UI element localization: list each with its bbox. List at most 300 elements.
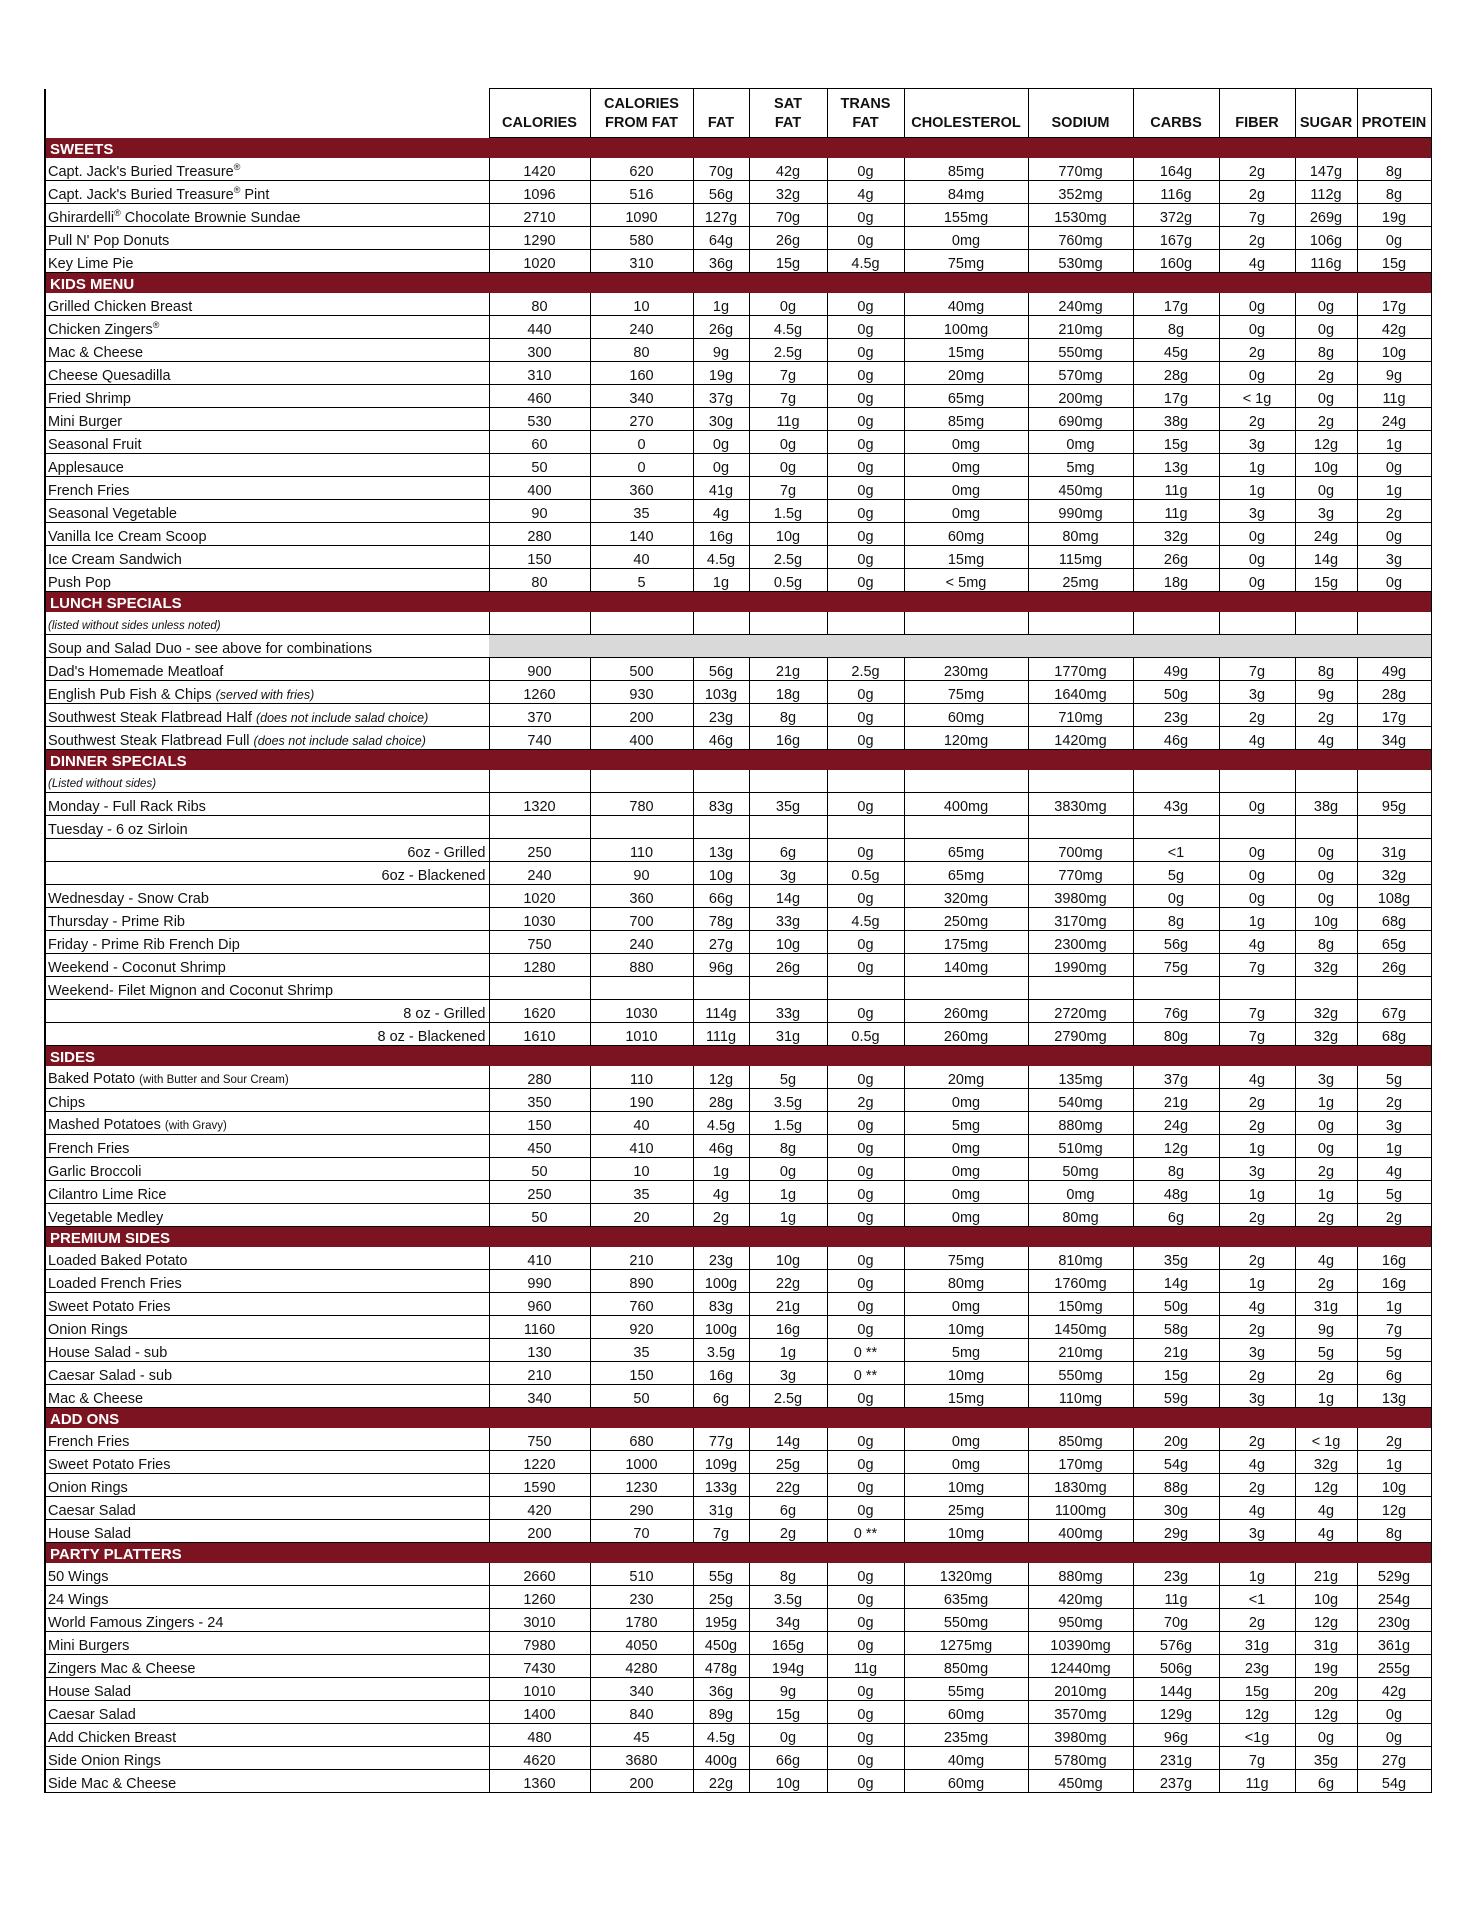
fat-cell — [693, 816, 749, 839]
cholesterol-cell — [904, 977, 1028, 1000]
protein-cell: 26g — [1357, 954, 1431, 977]
table-row — [45, 385, 1431, 408]
carbs-cell: 48g — [1133, 1181, 1219, 1204]
item-name-text: Caesar Salad — [48, 1707, 136, 1723]
sat-fat-cell: 22g — [749, 1474, 827, 1497]
calories-cell: 200 — [489, 1520, 590, 1543]
carbs-cell: 8g — [1133, 316, 1219, 339]
cholesterol-cell: 65mg — [904, 862, 1028, 885]
item-name-text: 6oz - Grilled — [407, 845, 486, 861]
sat-fat-cell: 3.5g — [749, 1586, 827, 1609]
protein-cell: 16g — [1357, 1247, 1431, 1270]
calories-cell: 1260 — [489, 681, 590, 704]
table-row — [45, 1181, 1431, 1204]
trans-fat-cell: 0g — [827, 1204, 904, 1227]
sugar-cell: 10g — [1295, 908, 1357, 931]
sat-fat-cell: 26g — [749, 227, 827, 250]
fiber-cell: 7g — [1219, 658, 1295, 681]
fiber-cell: 4g — [1219, 727, 1295, 750]
calories-from-fat-cell: 400 — [590, 727, 693, 750]
trans-fat-cell: 0g — [827, 362, 904, 385]
item-name — [45, 1770, 489, 1793]
sat-fat-cell: 31g — [749, 1023, 827, 1046]
protein-cell: 13g — [1357, 1385, 1431, 1408]
fat-cell: 12g — [693, 1066, 749, 1089]
item-name — [45, 681, 489, 704]
sat-fat-cell: 70g — [749, 204, 827, 227]
fiber-cell: 0g — [1219, 885, 1295, 908]
item-name-text: Garlic Broccoli — [48, 1164, 142, 1180]
sodium-cell: 210mg — [1028, 316, 1133, 339]
item-name — [45, 1451, 489, 1474]
trans-fat-cell: 0g — [827, 1724, 904, 1747]
carbs-cell: 54g — [1133, 1451, 1219, 1474]
fiber-cell: 2g — [1219, 181, 1295, 204]
table-row — [45, 658, 1431, 681]
carbs-cell: 29g — [1133, 1520, 1219, 1543]
sugar-cell: 4g — [1295, 1520, 1357, 1543]
item-name — [45, 1520, 489, 1543]
cholesterol-cell: 140mg — [904, 954, 1028, 977]
fiber-cell: 3g — [1219, 1385, 1295, 1408]
protein-cell: 1g — [1357, 1135, 1431, 1158]
empty-cell — [693, 612, 749, 635]
table-body — [45, 138, 1431, 1793]
protein-cell: 31g — [1357, 839, 1431, 862]
header-sugar: SUGAR — [1295, 89, 1357, 138]
sodium-cell: 10390mg — [1028, 1632, 1133, 1655]
trans-fat-cell: 0g — [827, 1112, 904, 1135]
fiber-cell: 2g — [1219, 1428, 1295, 1451]
protein-cell: 17g — [1357, 704, 1431, 727]
empty-cell — [904, 612, 1028, 635]
table-row — [45, 1451, 1431, 1474]
fiber-cell: <1g — [1219, 1724, 1295, 1747]
calories-cell: 1260 — [489, 1586, 590, 1609]
protein-cell: 12g — [1357, 1497, 1431, 1520]
sat-fat-cell: 25g — [749, 1451, 827, 1474]
table-row — [45, 500, 1431, 523]
sodium-cell: 2790mg — [1028, 1023, 1133, 1046]
sat-fat-cell: 0.5g — [749, 569, 827, 592]
cholesterol-cell: 550mg — [904, 1609, 1028, 1632]
table-row — [45, 954, 1431, 977]
sat-fat-cell — [749, 816, 827, 839]
item-name-text: Add Chicken Breast — [48, 1730, 177, 1746]
fiber-cell: 2g — [1219, 1316, 1295, 1339]
section-note: (listed without sides unless noted) — [45, 612, 489, 635]
sugar-cell: 0g — [1295, 1135, 1357, 1158]
carbs-cell: 17g — [1133, 293, 1219, 316]
sodium-cell: 450mg — [1028, 1770, 1133, 1793]
item-name — [45, 1112, 489, 1135]
calories-from-fat-cell: 140 — [590, 523, 693, 546]
table-row — [45, 431, 1431, 454]
sugar-cell: 10g — [1295, 454, 1357, 477]
sat-fat-cell: 15g — [749, 250, 827, 273]
carbs-cell: 50g — [1133, 681, 1219, 704]
fiber-cell: 0g — [1219, 362, 1295, 385]
cholesterol-cell: 155mg — [904, 204, 1028, 227]
cholesterol-cell: 60mg — [904, 704, 1028, 727]
carbs-cell: 129g — [1133, 1701, 1219, 1724]
calories-from-fat-cell: 210 — [590, 1247, 693, 1270]
duo-label: Soup and Salad Duo - see above for combinations — [45, 635, 489, 658]
fiber-cell: 0g — [1219, 793, 1295, 816]
item-name-text: Fried Shrimp — [48, 391, 131, 407]
sat-fat-cell: 2.5g — [749, 546, 827, 569]
protein-cell: 49g — [1357, 658, 1431, 681]
fat-cell: 4g — [693, 1181, 749, 1204]
empty-cell — [693, 770, 749, 793]
table-row — [45, 546, 1431, 569]
sat-fat-cell: 14g — [749, 1428, 827, 1451]
sodium-cell: 1770mg — [1028, 658, 1133, 681]
calories-from-fat-cell: 35 — [590, 1181, 693, 1204]
carbs-cell: 12g — [1133, 1135, 1219, 1158]
protein-cell: 2g — [1357, 500, 1431, 523]
protein-cell: 8g — [1357, 158, 1431, 181]
item-name-text: 8 oz - Blackened — [377, 1029, 486, 1045]
sugar-cell: 14g — [1295, 546, 1357, 569]
carbs-cell: 231g — [1133, 1747, 1219, 1770]
calories-from-fat-cell: 360 — [590, 885, 693, 908]
calories-from-fat-cell: 240 — [590, 316, 693, 339]
sugar-cell: 12g — [1295, 1474, 1357, 1497]
section-title: LUNCH SPECIALS — [45, 592, 1431, 613]
protein-cell: 68g — [1357, 1023, 1431, 1046]
carbs-cell: 21g — [1133, 1089, 1219, 1112]
calories-from-fat-cell: 35 — [590, 500, 693, 523]
calories-from-fat-cell: 580 — [590, 227, 693, 250]
item-name-text: Tuesday - 6 oz Sirloin — [48, 822, 188, 838]
calories-from-fat-cell: 516 — [590, 181, 693, 204]
table-row — [45, 1112, 1431, 1135]
fiber-cell: 4g — [1219, 931, 1295, 954]
sat-fat-cell: 2.5g — [749, 1385, 827, 1408]
item-name — [45, 1362, 489, 1385]
trans-fat-cell: 0g — [827, 1000, 904, 1023]
item-name-text: Southwest Steak Flatbread Full — [48, 733, 250, 749]
sugar-cell: 0g — [1295, 839, 1357, 862]
fiber-cell: 3g — [1219, 1339, 1295, 1362]
fat-cell: 83g — [693, 793, 749, 816]
item-name-text: Vegetable Medley — [48, 1210, 164, 1226]
empty-cell — [590, 612, 693, 635]
carbs-cell: 167g — [1133, 227, 1219, 250]
item-name-text: Sweet Potato Fries — [48, 1457, 171, 1473]
carbs-cell: 37g — [1133, 1066, 1219, 1089]
header-trans-fat: TRANS FAT — [827, 89, 904, 138]
calories-cell: 80 — [489, 293, 590, 316]
calories-from-fat-cell: 930 — [590, 681, 693, 704]
table-row — [45, 477, 1431, 500]
sugar-cell: 2g — [1295, 362, 1357, 385]
item-name-text: Cheese Quesadilla — [48, 368, 171, 384]
fat-cell: 83g — [693, 1293, 749, 1316]
cholesterol-cell: 10mg — [904, 1520, 1028, 1543]
sodium-cell: 3980mg — [1028, 1724, 1133, 1747]
calories-cell: 50 — [489, 454, 590, 477]
item-name — [45, 1385, 489, 1408]
fat-cell: 78g — [693, 908, 749, 931]
sodium-cell: 0mg — [1028, 1181, 1133, 1204]
item-name — [45, 158, 489, 181]
sat-fat-cell: 16g — [749, 727, 827, 750]
calories-from-fat-cell: 10 — [590, 1158, 693, 1181]
protein-cell: 32g — [1357, 862, 1431, 885]
calories-from-fat-cell: 1000 — [590, 1451, 693, 1474]
cholesterol-cell: 15mg — [904, 1385, 1028, 1408]
item-name-text: Cilantro Lime Rice — [48, 1187, 167, 1203]
header-calories-from-fat: CALORIES FROM FAT — [590, 89, 693, 138]
carbs-cell: 24g — [1133, 1112, 1219, 1135]
item-name — [45, 227, 489, 250]
carbs-cell: 0g — [1133, 885, 1219, 908]
protein-cell: 255g — [1357, 1655, 1431, 1678]
sugar-cell: 35g — [1295, 1747, 1357, 1770]
item-name-text: Side Mac & Cheese — [48, 1776, 177, 1792]
sodium-cell: 550mg — [1028, 1362, 1133, 1385]
calories-cell: 1420 — [489, 158, 590, 181]
sodium-cell: 400mg — [1028, 1520, 1133, 1543]
carbs-cell: 45g — [1133, 339, 1219, 362]
calories-from-fat-cell: 500 — [590, 658, 693, 681]
cholesterol-cell: 10mg — [904, 1362, 1028, 1385]
table-row — [45, 704, 1431, 727]
fiber-cell: 0g — [1219, 862, 1295, 885]
carbs-cell: 59g — [1133, 1385, 1219, 1408]
item-qualifier: (does not include salad choice) — [255, 711, 429, 725]
cholesterol-cell: 15mg — [904, 339, 1028, 362]
table-row — [45, 316, 1431, 339]
calories-from-fat-cell: 35 — [590, 1339, 693, 1362]
sugar-cell: 21g — [1295, 1563, 1357, 1586]
sugar-cell: 0g — [1295, 1112, 1357, 1135]
calories-cell: 1010 — [489, 1678, 590, 1701]
table-row — [45, 1747, 1431, 1770]
calories-from-fat-cell: 90 — [590, 862, 693, 885]
item-name-text: Wednesday - Snow Crab — [48, 891, 209, 907]
calories-cell: 400 — [489, 477, 590, 500]
cholesterol-cell: 0mg — [904, 500, 1028, 523]
section-title: KIDS MENU — [45, 273, 1431, 294]
cholesterol-cell: 40mg — [904, 293, 1028, 316]
fat-cell: 96g — [693, 954, 749, 977]
sat-fat-cell: 8g — [749, 1135, 827, 1158]
calories-from-fat-cell: 10 — [590, 293, 693, 316]
calories-from-fat-cell: 50 — [590, 1385, 693, 1408]
carbs-cell: 38g — [1133, 408, 1219, 431]
sat-fat-cell: 1.5g — [749, 1112, 827, 1135]
cholesterol-cell: 40mg — [904, 1747, 1028, 1770]
carbs-cell: 11g — [1133, 477, 1219, 500]
calories-cell: 4620 — [489, 1747, 590, 1770]
calories-from-fat-cell: 4280 — [590, 1655, 693, 1678]
item-name — [45, 385, 489, 408]
carbs-cell: 6g — [1133, 1204, 1219, 1227]
sodium-cell: 240mg — [1028, 293, 1133, 316]
trans-fat-cell: 2g — [827, 1089, 904, 1112]
carbs-cell: 46g — [1133, 727, 1219, 750]
table-row — [45, 1270, 1431, 1293]
calories-cell: 1320 — [489, 793, 590, 816]
item-name — [45, 908, 489, 931]
item-name — [45, 1655, 489, 1678]
table-row — [45, 1316, 1431, 1339]
sat-fat-cell: 33g — [749, 908, 827, 931]
protein-cell: 17g — [1357, 293, 1431, 316]
empty-cell — [1295, 612, 1357, 635]
item-name — [45, 1293, 489, 1316]
empty-cell — [1133, 612, 1219, 635]
cholesterol-cell: 55mg — [904, 1678, 1028, 1701]
carbs-cell: 160g — [1133, 250, 1219, 273]
cholesterol-cell: 0mg — [904, 1428, 1028, 1451]
calories-from-fat-cell: 1780 — [590, 1609, 693, 1632]
calories-cell: 480 — [489, 1724, 590, 1747]
protein-cell: 529g — [1357, 1563, 1431, 1586]
cholesterol-cell: 850mg — [904, 1655, 1028, 1678]
calories-cell: 250 — [489, 1181, 590, 1204]
calories-cell: 240 — [489, 862, 590, 885]
protein-cell: 361g — [1357, 1632, 1431, 1655]
trans-fat-cell: 0g — [827, 1066, 904, 1089]
cholesterol-cell: 5mg — [904, 1339, 1028, 1362]
calories-cell: 1590 — [489, 1474, 590, 1497]
item-name — [45, 316, 489, 339]
fat-cell: 31g — [693, 1497, 749, 1520]
cholesterol-cell: 80mg — [904, 1270, 1028, 1293]
calories-cell: 7430 — [489, 1655, 590, 1678]
carbs-cell: 70g — [1133, 1609, 1219, 1632]
empty-cell — [1028, 612, 1133, 635]
cholesterol-cell: 250mg — [904, 908, 1028, 931]
cholesterol-cell: 15mg — [904, 546, 1028, 569]
fiber-cell: 0g — [1219, 316, 1295, 339]
sugar-cell: 0g — [1295, 862, 1357, 885]
calories-from-fat-cell: 760 — [590, 1293, 693, 1316]
cholesterol-cell: 235mg — [904, 1724, 1028, 1747]
table-row — [45, 1362, 1431, 1385]
sodium-cell: 2300mg — [1028, 931, 1133, 954]
sugar-cell: 2g — [1295, 1204, 1357, 1227]
item-name-text: Monday - Full Rack Ribs — [48, 799, 206, 815]
header-cholesterol: CHOLESTEROL — [904, 89, 1028, 138]
table-row — [45, 569, 1431, 592]
sodium-cell: 80mg — [1028, 1204, 1133, 1227]
cholesterol-cell: 0mg — [904, 1135, 1028, 1158]
sat-fat-cell: 3g — [749, 862, 827, 885]
fiber-cell: 2g — [1219, 339, 1295, 362]
protein-cell: 2g — [1357, 1089, 1431, 1112]
fat-cell: 27g — [693, 931, 749, 954]
sodium-cell: 1530mg — [1028, 204, 1133, 227]
trans-fat-cell: 0g — [827, 316, 904, 339]
fat-cell: 30g — [693, 408, 749, 431]
item-name-text: Chicken Zingers® — [48, 320, 160, 338]
sugar-cell: < 1g — [1295, 1428, 1357, 1451]
table-row — [45, 1678, 1431, 1701]
calories-cell: 1620 — [489, 1000, 590, 1023]
item-name — [45, 1158, 489, 1181]
sat-fat-cell: 5g — [749, 1066, 827, 1089]
fiber-cell: < 1g — [1219, 385, 1295, 408]
trans-fat-cell: 0g — [827, 523, 904, 546]
carbs-cell: 32g — [1133, 523, 1219, 546]
protein-cell: 2g — [1357, 1428, 1431, 1451]
sat-fat-cell: 26g — [749, 954, 827, 977]
calories-cell: 350 — [489, 1089, 590, 1112]
calories-from-fat-cell: 890 — [590, 1270, 693, 1293]
sugar-cell: 38g — [1295, 793, 1357, 816]
cholesterol-cell: 0mg — [904, 1089, 1028, 1112]
header-row — [45, 89, 1431, 138]
trans-fat-cell: 0g — [827, 1609, 904, 1632]
fat-cell: 2g — [693, 1204, 749, 1227]
fiber-cell: 0g — [1219, 293, 1295, 316]
calories-from-fat-cell: 1090 — [590, 204, 693, 227]
carbs-cell: 96g — [1133, 1724, 1219, 1747]
item-name — [45, 454, 489, 477]
section-note-row — [45, 770, 1431, 793]
sodium-cell: 550mg — [1028, 339, 1133, 362]
sugar-cell: 2g — [1295, 1270, 1357, 1293]
carbs-cell: 15g — [1133, 1362, 1219, 1385]
protein-cell: 0g — [1357, 454, 1431, 477]
calories-from-fat-cell: 20 — [590, 1204, 693, 1227]
sat-fat-cell: 165g — [749, 1632, 827, 1655]
calories-cell: 210 — [489, 1362, 590, 1385]
table-row — [45, 1520, 1431, 1543]
item-name-text: Side Onion Rings — [48, 1753, 161, 1769]
protein-cell: 1g — [1357, 1451, 1431, 1474]
table-row — [45, 1066, 1431, 1089]
protein-cell: 3g — [1357, 1112, 1431, 1135]
section-header — [45, 1543, 1431, 1564]
cholesterol-cell: 75mg — [904, 1247, 1028, 1270]
protein-cell: 24g — [1357, 408, 1431, 431]
empty-cell — [827, 612, 904, 635]
fat-cell: 478g — [693, 1655, 749, 1678]
calories-cell: 1290 — [489, 227, 590, 250]
sugar-cell: 6g — [1295, 1770, 1357, 1793]
carbs-cell: 5g — [1133, 862, 1219, 885]
table-row — [45, 1770, 1431, 1793]
calories-from-fat-cell: 410 — [590, 1135, 693, 1158]
carbs-cell: 8g — [1133, 1158, 1219, 1181]
item-name-text: Seasonal Fruit — [48, 437, 142, 453]
item-name-text: 8 oz - Grilled — [403, 1006, 486, 1022]
calories-cell: 530 — [489, 408, 590, 431]
carbs-cell: 144g — [1133, 1678, 1219, 1701]
empty-cell — [1133, 770, 1219, 793]
cholesterol-cell: 60mg — [904, 523, 1028, 546]
item-name — [45, 1428, 489, 1451]
trans-fat-cell: 0g — [827, 1293, 904, 1316]
sugar-cell: 0g — [1295, 1724, 1357, 1747]
section-title: ADD ONS — [45, 1408, 1431, 1429]
trans-fat-cell: 0g — [827, 1586, 904, 1609]
item-name — [45, 339, 489, 362]
fiber-cell: 2g — [1219, 1247, 1295, 1270]
carbs-cell: 76g — [1133, 1000, 1219, 1023]
sat-fat-cell: 6g — [749, 1497, 827, 1520]
sodium-cell: 200mg — [1028, 385, 1133, 408]
sodium-cell: 540mg — [1028, 1089, 1133, 1112]
trans-fat-cell: 0g — [827, 839, 904, 862]
fiber-cell: 2g — [1219, 704, 1295, 727]
